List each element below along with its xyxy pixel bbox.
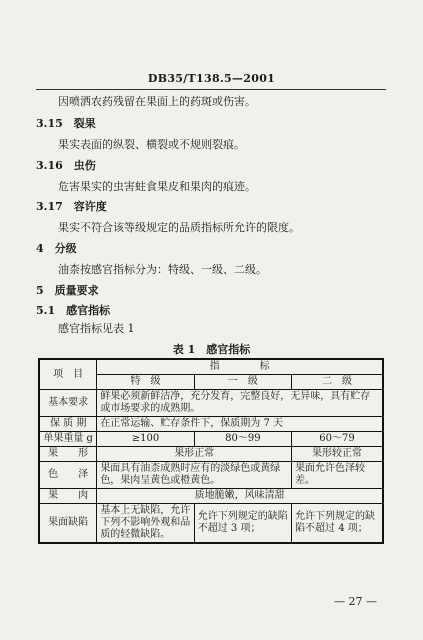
sensory-index-table (38, 358, 384, 544)
row-label-weight: 单果重量 g (39, 432, 97, 447)
table-row (39, 432, 383, 447)
col-item-header: 项 目 (39, 359, 97, 390)
weight-first: 80～99 (194, 432, 291, 447)
table-row (39, 417, 383, 432)
col-index-header: 指 标 (97, 359, 383, 375)
table-header-row (39, 359, 383, 375)
section-4-heading: 4 分级 (36, 242, 77, 255)
table-caption: 表 1 感官指标 (172, 343, 251, 356)
text-line-crack: 果实表面的纵裂、横裂或不规则裂痕。 (58, 138, 245, 151)
shelf-life-text: 在正常运输、贮存条件下，保质期为 7 天 (97, 417, 383, 432)
text-line-grading: 油柰按感官指标分为：特级、一级、二级。 (58, 263, 267, 276)
row-label-shape: 果 形 (39, 447, 97, 462)
table-row (39, 447, 383, 462)
table-row (39, 462, 383, 489)
defect-first: 允许下列规定的缺陷不超过 3 项； (194, 504, 291, 544)
basic-requirement-text: 鲜果必须新鲜洁净，充分发育，完整良好，无异味，具有贮存或市场要求的成熟期。 (97, 390, 383, 417)
table-row (39, 390, 383, 417)
grade-special: 特 级 (97, 375, 194, 390)
color-second: 果面允许色泽较差。 (292, 462, 383, 489)
row-label-defect: 果面缺陷 (39, 504, 97, 544)
weight-special: ≥100 (97, 432, 194, 447)
doc-code-header: DB35/T138.5—2001 (147, 72, 276, 85)
weight-second: 60～79 (292, 432, 383, 447)
row-label-shelf: 保 质 期 (39, 417, 97, 432)
section-5-heading: 5 质量要求 (36, 284, 99, 297)
table-row (39, 489, 383, 504)
shape-second: 果形较正常 (292, 447, 383, 462)
text-line-insect: 危害果实的虫害蛀食果皮和果肉的痕迹。 (58, 180, 256, 193)
flesh-text: 质地脆嫩，风味清甜 (97, 489, 383, 504)
text-line-tolerance: 果实不符合该等级规定的品质指标所允许的限度。 (58, 221, 300, 234)
grade-first: 一 级 (194, 375, 291, 390)
row-label-basic: 基本要求 (39, 390, 97, 417)
text-line-see-table: 感官指标见表 1 (58, 322, 135, 335)
defect-special: 基本上无缺陷，允许下列不影响外观和品质的轻微缺陷。 (97, 504, 194, 544)
page-number: — 27 — (334, 595, 377, 608)
row-label-color: 色 泽 (39, 462, 97, 489)
color-upper-grades: 果面具有油柰成熟时应有的淡绿色或黄绿色，果肉呈黄色或橙黄色。 (97, 462, 292, 489)
row-label-flesh: 果 肉 (39, 489, 97, 504)
shape-upper-grades: 果形正常 (97, 447, 292, 462)
section-5-1-heading: 5.1 感官指标 (36, 304, 111, 317)
text-line-pesticide: 因喷洒农药残留在果面上的药斑或伤害。 (58, 95, 256, 108)
section-3-17-heading: 3.17 容许度 (36, 200, 107, 213)
table-row (39, 504, 383, 544)
section-3-15-heading: 3.15 裂果 (36, 117, 96, 130)
header-rule (36, 89, 386, 90)
grade-second: 二 级 (292, 375, 383, 390)
defect-second: 允许下列规定的缺陷不超过 4 项； (292, 504, 383, 544)
section-3-16-heading: 3.16 虫伤 (36, 159, 96, 172)
